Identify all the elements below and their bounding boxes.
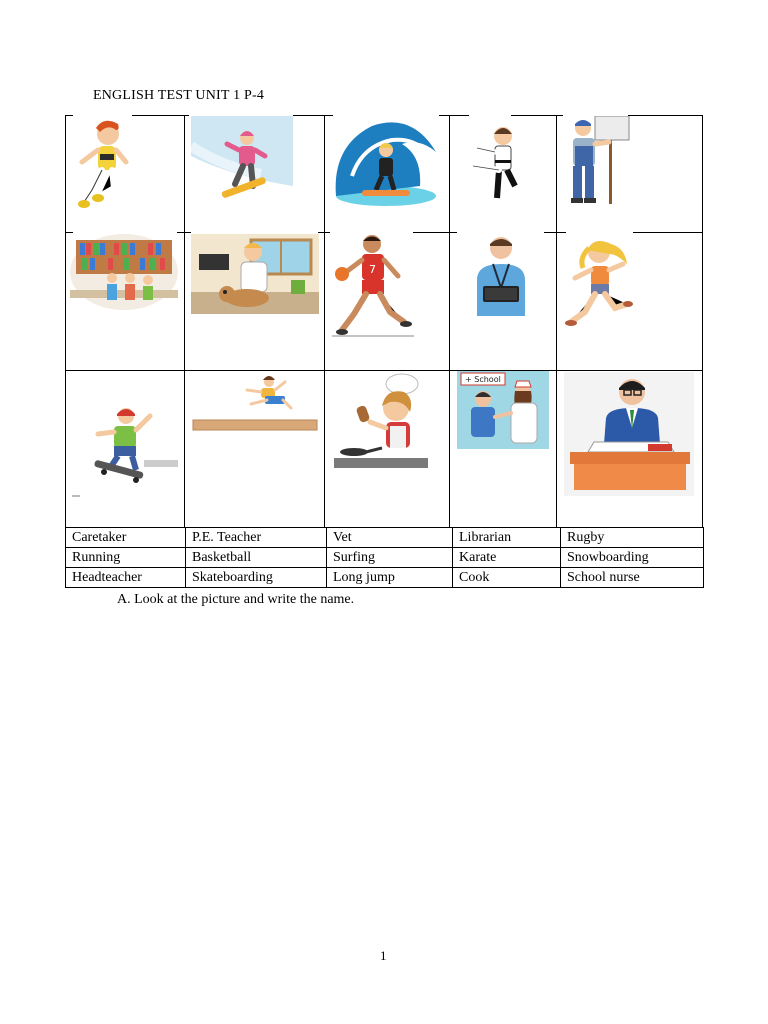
word-cell: P.E. Teacher <box>186 528 327 548</box>
library-children-icon <box>70 234 178 310</box>
word-cell: Librarian <box>453 528 561 548</box>
word-bank-table <box>65 527 704 588</box>
page-number: 1 <box>380 948 387 963</box>
word-cell: Headteacher <box>66 568 186 588</box>
word-cell: Snowboarding <box>561 548 704 568</box>
running-girl-icon <box>565 234 633 330</box>
surfing-boy-icon <box>332 116 440 208</box>
word-cell: Running <box>66 548 186 568</box>
word-cell: Caretaker <box>66 528 186 548</box>
word-cell: Skateboarding <box>186 568 327 588</box>
caretaker-with-sign-icon <box>565 116 631 204</box>
word-cell: School nurse <box>561 568 704 588</box>
word-cell: Surfing <box>327 548 453 568</box>
pe-teacher-clipboard-icon <box>471 234 531 316</box>
word-cell: Basketball <box>186 548 327 568</box>
word-cell: Rugby <box>561 528 704 548</box>
cooking-girl-icon <box>334 372 428 470</box>
school-nurse-icon <box>457 371 549 449</box>
karate-boy-icon <box>469 122 521 202</box>
svg-text:7: 7 <box>369 263 376 276</box>
table-row <box>66 528 704 548</box>
snowboarding-girl-icon <box>191 116 293 210</box>
basketball-player-icon <box>332 232 414 338</box>
skateboarding-boy-icon <box>70 404 178 500</box>
long-jump-icon <box>191 372 319 434</box>
table-row <box>66 568 704 588</box>
instruction-text: A. Look at the picture and write the name. <box>117 592 355 607</box>
word-cell: Karate <box>453 548 561 568</box>
table-row <box>66 548 704 568</box>
headteacher-desk-icon <box>564 372 694 496</box>
word-cell: Vet <box>327 528 453 548</box>
page-title: ENGLISH TEST UNIT 1 P-4 <box>93 88 265 103</box>
word-cell: Cook <box>453 568 561 588</box>
word-cell: Long jump <box>327 568 453 588</box>
vet-with-dog-icon <box>191 234 319 314</box>
svg-text:+ School: + School <box>465 375 501 384</box>
running-boy-icon <box>70 116 132 212</box>
